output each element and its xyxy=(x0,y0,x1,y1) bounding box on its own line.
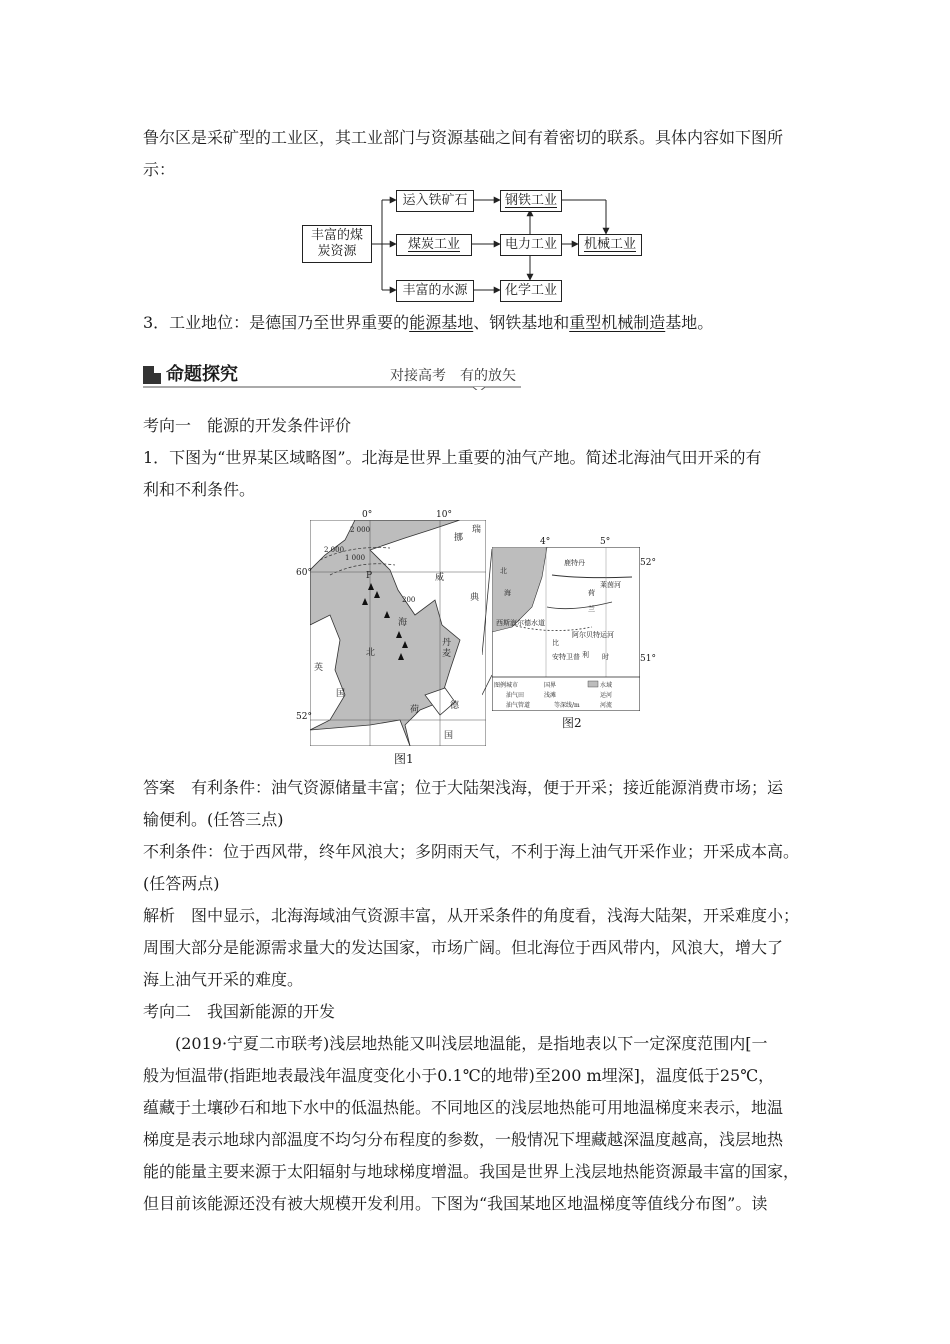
map2-canal: 阿尔贝特运河 xyxy=(572,631,614,639)
answer-line-4: (任答两点) xyxy=(143,874,220,893)
map2-lat-51: 51° xyxy=(640,654,656,664)
position-middle: 、钢铁基地和 xyxy=(473,313,570,332)
map1-germany-1: 德 xyxy=(450,701,460,711)
map2-scheldt: 西斯海尔德水道 xyxy=(496,619,545,627)
water-source-box: 丰富的水源 xyxy=(396,280,474,302)
map1-sea-2: 北 xyxy=(366,648,376,658)
passage-line-6: 但目前该能源还没有被大规模开发利用。下图为“我国某地区地温梯度等值线分布图”。读 xyxy=(143,1194,768,1213)
map1-depth-2000b: 2 000 xyxy=(324,546,345,554)
map2-legend-border: 国界 xyxy=(544,682,557,689)
map1-denmark-1: 丹 xyxy=(442,638,452,648)
analysis-line-1: 解析 图中显示，北海海域油气资源丰富，从开采条件的角度看，浅海大陆架，开采难度小； xyxy=(143,906,800,925)
coal-resources-box: 丰富的煤炭资源 xyxy=(302,225,372,263)
map2-legend-title: 图例 xyxy=(494,682,507,689)
map2-neth-1: 荷 xyxy=(588,589,595,597)
map2-legend-depth: 等深线/m xyxy=(554,702,580,709)
position-suffix: 基地。 xyxy=(665,313,714,332)
map1-norway-2: 威 xyxy=(435,573,445,583)
map1-norway-1: 挪 xyxy=(454,533,464,543)
analysis-line-3: 海上油气开采的难度。 xyxy=(143,970,304,989)
map1-lon-10: 10° xyxy=(436,510,452,520)
passage-line-1: (2019·宁夏二市联考)浅层地热能又叫浅层地温能，是指地表以下一定深度范围内[一 xyxy=(143,1034,768,1053)
intro-line-1: 鲁尔区是采矿型的工业区，其工业部门与资源基础之间有着密切的联系。具体内容如下图所 xyxy=(143,128,784,147)
map2-legend-shoal: 浅滩 xyxy=(544,692,557,699)
map2-belgium-3: 时 xyxy=(602,653,609,661)
answer-line-3: 不利条件：位于西风带，终年风浪大；多阴雨天气，不利于海上油气开采作业；开采成本高。 xyxy=(143,842,800,861)
coal-industry-box: 煤炭工业 xyxy=(396,234,472,256)
map2-lon-4: 4° xyxy=(540,537,551,547)
map2-belgium-2: 利 xyxy=(582,651,589,659)
map1-denmark-2: 麦 xyxy=(442,649,452,659)
map1-depth-1000: 1 000 xyxy=(345,554,366,562)
map1-lon-0: 0° xyxy=(362,510,373,520)
map2-lon-5: 5° xyxy=(600,537,611,547)
map1-germany-2: 国 xyxy=(444,731,454,741)
map2-legend-water: 水域 xyxy=(600,682,613,689)
map1-uk-1: 英 xyxy=(314,663,324,673)
steel-industry-box: 钢铁工业 xyxy=(500,190,562,212)
question-1-line-1: 1．下图为“世界某区域略图”。北海是世界上重要的油气产地。简述北海油气田开采的有 xyxy=(143,448,762,467)
map2-belgium-1: 比 xyxy=(552,639,559,647)
map2-legend-oil: 油气田 xyxy=(506,692,525,699)
map1-depth-200: 200 xyxy=(402,596,416,604)
chemical-industry-box: 化学工业 xyxy=(500,280,562,302)
passage-line-2: 般为恒温带(指距地表最浅年温度变化小于0.1℃的地带)至200 m埋深]，温度低于25℃， xyxy=(143,1066,775,1085)
map2-antwerp: 安特卫普 xyxy=(552,653,580,661)
section-subtitle: 对接高考 有的放矢 xyxy=(390,368,516,384)
map1-sea-1: 海 xyxy=(398,618,408,628)
section-title: 命题探究 xyxy=(166,364,238,385)
map1-depth-2000a: 2 000 xyxy=(350,526,371,534)
map2-north-2: 海 xyxy=(504,589,511,597)
map2-lat-52: 52° xyxy=(640,558,656,568)
map1-netherlands: 荷 xyxy=(410,705,420,715)
map-figure-1 xyxy=(310,520,486,746)
flowchart-arrows xyxy=(0,0,950,320)
map2-caption: 图2 xyxy=(562,716,582,730)
map1-lat-52: 52° xyxy=(296,712,312,722)
passage-line-3: 蕴藏于土壤砂石和地下水中的低温热能。不同地区的浅层地热能可用地温梯度来表示，地温 xyxy=(143,1098,784,1117)
intro-line-2: 示： xyxy=(143,160,176,179)
map2-neth-2: 兰 xyxy=(588,605,595,613)
map1-point-p: P xyxy=(366,571,373,581)
question-1-line-2: 利和不利条件。 xyxy=(143,480,256,499)
map2-legend-river: 河流 xyxy=(600,702,613,709)
iron-ore-box: 运入铁矿石 xyxy=(396,190,474,212)
map2-legend-canal: 运河 xyxy=(600,692,613,699)
position-prefix: 3．工业地位：是德国乃至世界重要的 xyxy=(143,313,410,332)
map2-legend-city: 城市 xyxy=(506,682,519,689)
energy-base: 能源基地 xyxy=(409,313,474,332)
map-figure-2 xyxy=(492,547,640,711)
industrial-position xyxy=(143,313,713,333)
passage-line-5: 能的能量主要来源于太阳辐射与地球梯度增温。我国是世界上浅层地热能资源最丰富的国家， xyxy=(143,1162,800,1181)
map2-rhine: 莱茵河 xyxy=(600,581,621,589)
map1-uk-2: 国 xyxy=(336,689,346,699)
passage-line-4: 梯度是表示地球内部温度不均匀分布程度的参数，一般情况下埋藏越深温度越高，浅层地热 xyxy=(143,1130,784,1149)
machinery-industry-box: 机械工业 xyxy=(578,234,642,256)
heavy-machinery-base: 重型机械制造 xyxy=(569,313,666,332)
map2-legend-pipe: 油气管道 xyxy=(506,702,531,709)
map1-caption: 图1 xyxy=(394,752,414,766)
map2-rotterdam: 鹿特丹 xyxy=(564,559,585,567)
direction-1-title: 考向一 能源的开发条件评价 xyxy=(143,416,352,435)
analysis-line-2: 周围大部分是能源需求量大的发达国家，市场广阔。但北海位于西风带内，风浪大，增大了 xyxy=(143,938,784,957)
direction-2-title: 考向二 我国新能源的开发 xyxy=(143,1002,336,1021)
power-industry-box: 电力工业 xyxy=(500,234,562,256)
answer-line-1: 答案 有利条件：油气资源储量丰富；位于大陆架浅海，便于开采；接近能源消费市场；运 xyxy=(143,778,784,797)
map1-sweden-2: 典 xyxy=(470,593,480,603)
map1-lat-60: 60° xyxy=(296,568,312,578)
answer-line-2: 输便利。(任答三点) xyxy=(143,810,284,829)
map2-north-1: 北 xyxy=(500,567,507,575)
map1-sweden-1: 瑞 xyxy=(472,525,482,535)
